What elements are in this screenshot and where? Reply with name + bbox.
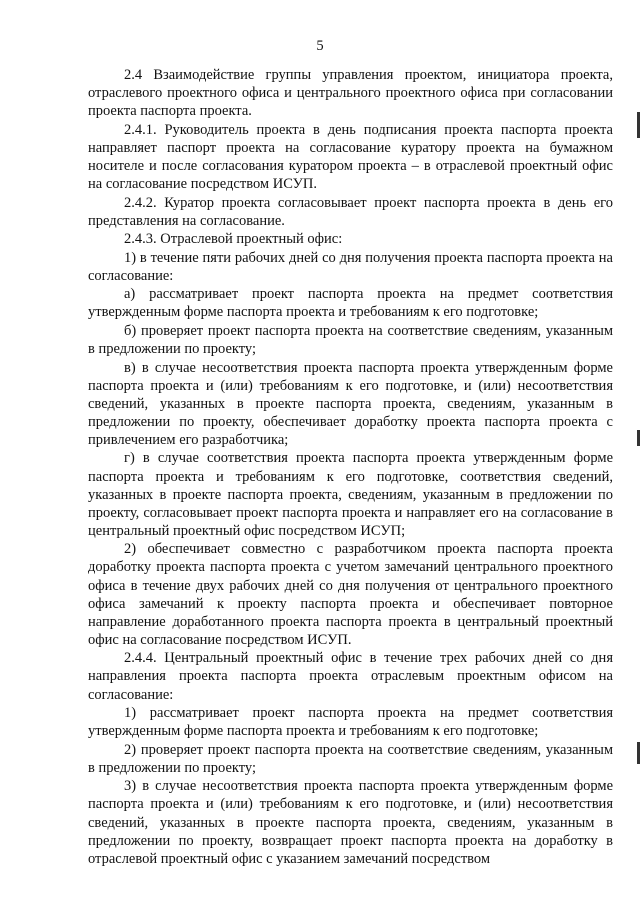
list-item-2-4-3-1: 1) в течение пяти рабочих дней со дня получения проекта паспорта проекта на согласование: — [88, 249, 613, 284]
page-number: 5 — [316, 38, 324, 54]
list-item-2-4-3-1-v: в) в случае несоответствия проекта паспорта проекта утвержденным форме паспорта проекта и (или) требованиям к его подготовке, и (или) несоответствия сведений, указанных в проекте паспорта проекта, сведениям, указанным в предложении по проекту, обеспечивает доработку проекта паспорта проекта с привлечением его разработчика; — [88, 359, 613, 448]
list-item-2-4-3-1-a: а) рассматривает проект паспорта проекта на предмет соответствия утвержденным форме паспорта проекта и требованиям к его подготовке; — [88, 286, 613, 321]
list-item-2-4-3-1-g: г) в случае соответствия проекта паспорта проекта утвержденным форме паспорта проекта и требованиям к его подготовке, соответствия сведений, указанных в проекте паспорта проекта, сведениям, указанным в предложении по проекту, согласовывает проект паспорта проекта и направляет его на согласование в центральный проектный офис посредством ИСУП; — [88, 450, 613, 539]
list-item-2-4-4-2: 2) проверяет проект паспорта проекта на соответствие сведениям, указанным в предложении по проекту; — [88, 741, 613, 776]
paragraph-2-4-2: 2.4.2. Куратор проекта согласовывает проект паспорта проекта в день его представления на согласование. — [88, 194, 613, 229]
paragraph-2-4-1: 2.4.1. Руководитель проекта в день подписания проекта паспорта проекта направляет паспорт проекта на согласование куратору проекта на бумажном носителе и после согласования куратором проекта – в отраслевой проектный офис на согласование посредством ИСУП. — [88, 121, 613, 192]
list-item-2-4-3-1-b: б) проверяет проект паспорта проекта на соответствие сведениям, указанным в предложении по проекту; — [88, 322, 613, 358]
paragraph-2-4: 2.4 Взаимодействие группы управления проектом, инициатора проекта, отраслевого проектного офиса и центрального проектного офиса при согласовании проекта паспорта проекта. — [88, 67, 613, 120]
document-body — [88, 66, 613, 868]
paragraph-2-4-4: 2.4.4. Центральный проектный офис в течение трех рабочих дней со дня направления проекта паспорта проекта отраслевым проектным офисом на согласование: — [88, 650, 613, 703]
list-item-2-4-3-2: 2) обеспечивает совместно с разработчиком проекта паспорта проекта доработку проекта паспорта проекта с учетом замечаний центрального проектного офиса в течение двух рабочих дней со дня получения от центрального проектного офиса замечаний к проекту паспорта проекта и обеспечивает повторное направление доработанного проекта паспорта проекта в центральный проектный офис на согласование посредством ИСУП. — [88, 541, 613, 648]
list-item-2-4-4-1: 1) рассматривает проект паспорта проекта на предмет соответствия утвержденным форме паспорта проекта и требованиям к его подготовке; — [88, 705, 613, 740]
paragraph-2-4-3: 2.4.3. Отраслевой проектный офис: — [124, 231, 343, 248]
list-item-2-4-4-3: 3) в случае несоответствия проекта паспорта проекта утвержденным форме паспорта проекта и (или) требованиям к его подготовке, и (или) несоответствия сведений, указанных в проекте паспорта проекта, сведениям, указанным в предложении по проекту, возвращает проект паспорта проекта на доработку в отраслевой проектный офис с указанием замечаний посредством — [88, 778, 613, 867]
